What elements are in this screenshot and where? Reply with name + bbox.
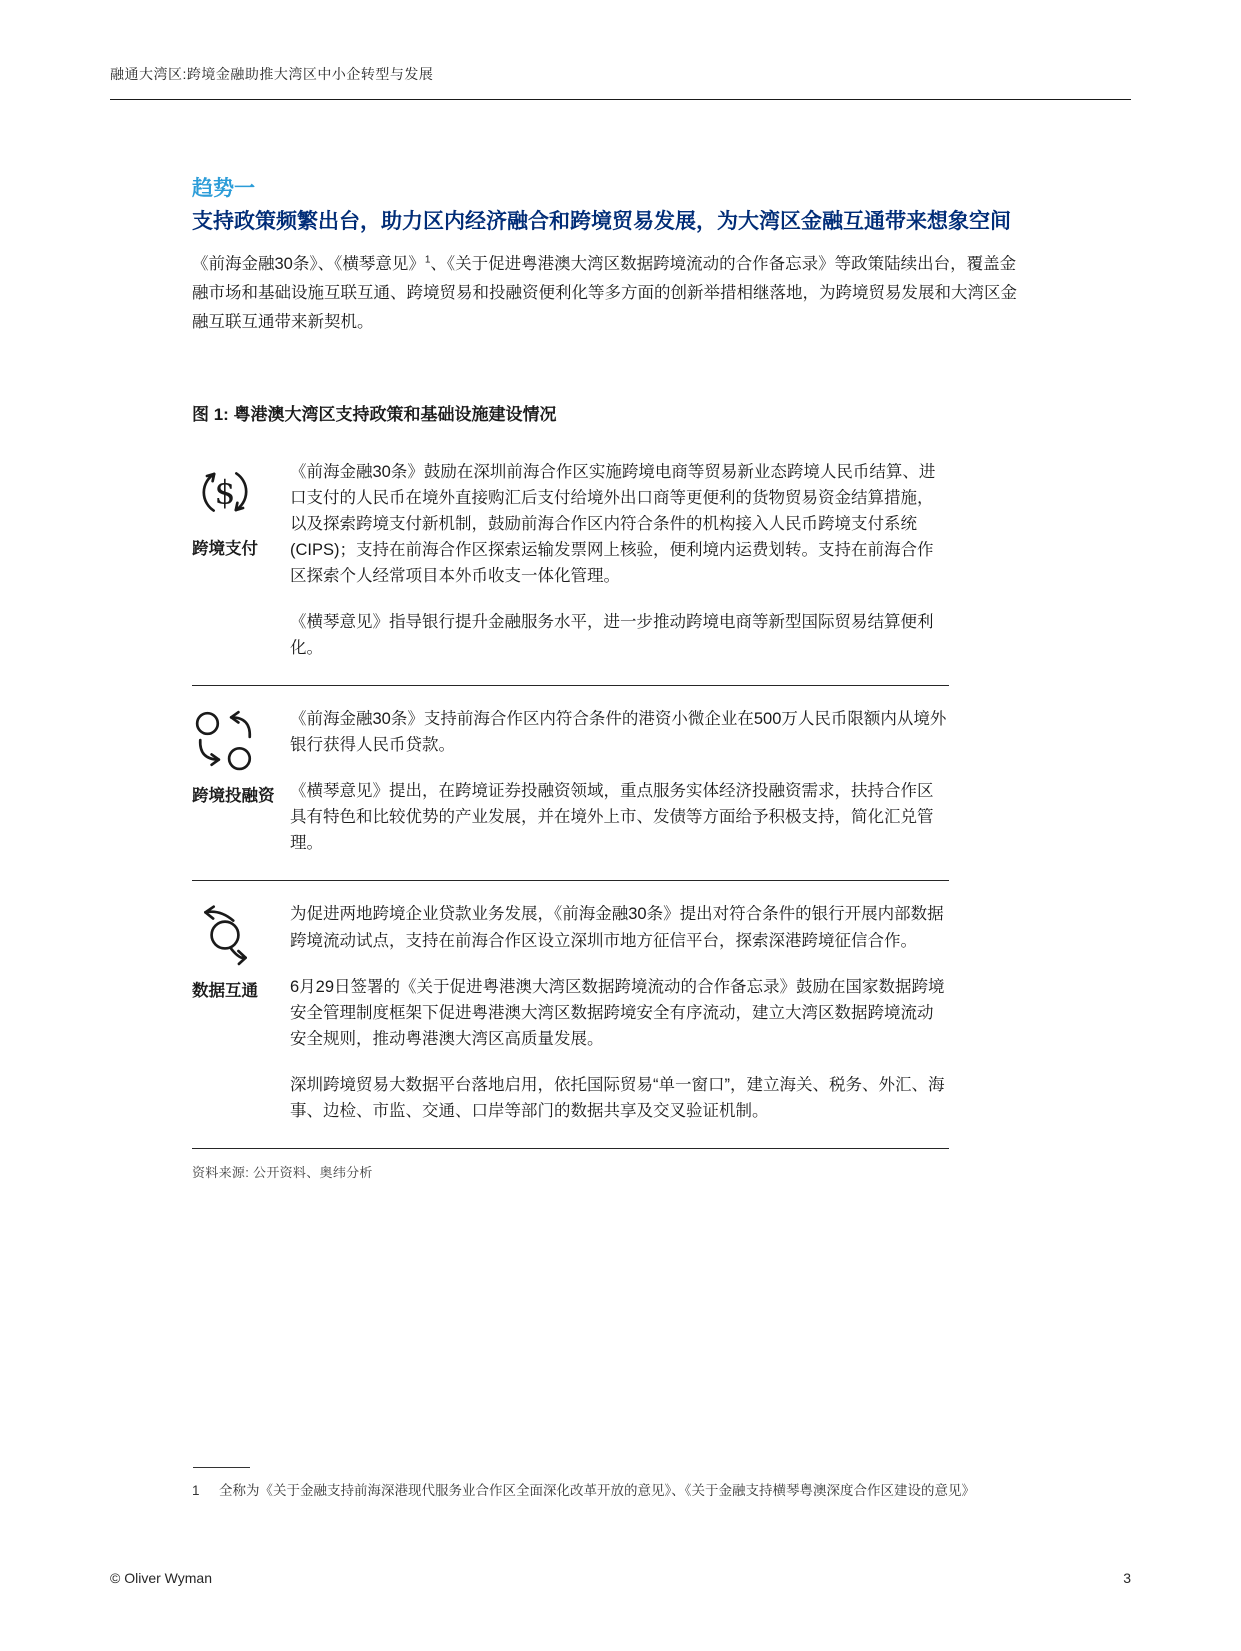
section-paragraph: 深圳跨境贸易大数据平台落地启用，依托国际贸易“单一窗口”，建立海关、税务、外汇、海事、边检、市监、交通、口岸等部门的数据共享及交叉验证机制。 — [290, 1075, 945, 1120]
section-label: 跨境投融资 — [192, 787, 275, 806]
section-label: 数据互通 — [192, 982, 258, 1001]
section-paragraph: 《横琴意见》提出，在跨境证券投融资领域，重点服务实体经济投融资需求，扶持合作区具有特色和比较优势的产业发展，并在境外上市、发债等方面给予积极支持，简化汇兑管理。 — [290, 782, 934, 853]
currency-cycle-icon — [192, 459, 258, 525]
source-line: 资料来源: 公开资料、奥纬分析 — [192, 1164, 373, 1180]
footnote-divider — [193, 1467, 250, 1468]
footnote-number: 1 — [192, 1483, 200, 1498]
section-text — [290, 901, 949, 1123]
section-paragraph: 《前海金融30条》鼓励在深圳前海合作区实施跨境电商等贸易新业态跨境人民币结算、进口支付的人民币在境外直接购汇后支付给境外出口商等更便利的货物贸易资金结算措施，以及探索跨境支付新机制，鼓励前海合作区内符合条件的机构接入人民币跨境支付系统 (CIPS)；支持在前海合作区探索运输发票网上核验，便利境内运费划转。支持在前海合作区探索个人经常项目本外币收支一体化管理。 — [290, 462, 936, 585]
section-text — [290, 459, 949, 661]
exchange-circles-icon — [192, 706, 258, 772]
figure-title: 图 1: 粤港澳大湾区支持政策和基础设施建设情况 — [192, 404, 557, 424]
header-divider — [110, 99, 1131, 100]
intro-text-after-footnote: 、《关于促进粤港澳大湾区数据跨境流动的合作备忘录》等政策陆续出台，覆盖金融市场和基础设施互联互通、跨境贸易和投融资便利化等多方面的创新举措相继落地，为跨境贸易发展和大湾区金融互联互通带来新契机。 — [192, 254, 1017, 332]
trend-title: 支持政策频繁出台，助力区内经济融合和跨境贸易发展，为大湾区金融互通带来想象空间 — [192, 210, 1011, 234]
data-flow-icon — [192, 901, 258, 967]
figure-row-cross-border-financing — [192, 686, 949, 881]
footnote-reference: 1 — [424, 254, 431, 266]
footnote-text: 全称为《关于金融支持前海深港现代服务业合作区全面深化改革开放的意见》、《关于金融支持横琴粤澳深度合作区建设的意见》 — [219, 1483, 975, 1498]
section-paragraph: 《前海金融30条》支持前海合作区内符合条件的港资小微企业在500万人民币限额内从境外银行获得人民币贷款。 — [290, 710, 947, 755]
page-number: 3 — [1123, 1570, 1131, 1586]
section-paragraph: 《横琴意见》指导银行提升金融服务水平，进一步推动跨境电商等新型国际贸易结算便利化。 — [290, 613, 934, 658]
running-header: 融通大湾区:跨境金融助推大湾区中小企转型与发展 — [110, 66, 434, 82]
intro-text-before-footnote: 《前海金融30条》、《横琴意见》 — [192, 254, 425, 273]
figure-1 — [192, 400, 949, 1181]
copyright-text: © Oliver Wyman — [110, 1570, 212, 1586]
svg-text:$: $ — [214, 472, 236, 512]
footnote — [192, 1481, 1012, 1501]
icon-cell — [192, 901, 290, 1123]
figure-row-cross-border-payments — [192, 443, 949, 686]
page-footer — [110, 1570, 1131, 1586]
section-paragraph: 为促进两地跨境企业贷款业务发展，《前海金融30条》提出对符合条件的银行开展内部数据跨境流动试点，支持在前海合作区设立深圳市地方征信平台，探索深港跨境征信合作。 — [290, 905, 944, 950]
section-label: 跨境支付 — [192, 539, 258, 558]
section-paragraph: 6月29日签署的《关于促进粤港澳大湾区数据跨境流动的合作备忘录》鼓励在国家数据跨境安全管理制度框架下促进粤港澳大湾区数据跨境安全有序流动，建立大湾区数据跨境流动安全规则，推动粤港澳大湾区高质量发展。 — [290, 977, 945, 1048]
main-content — [192, 176, 1020, 1181]
section-text — [290, 706, 949, 856]
trend-label: 趋势一 — [192, 177, 255, 200]
icon-cell — [192, 459, 290, 661]
figure-row-data-interconnection — [192, 881, 949, 1148]
icon-cell — [192, 706, 290, 856]
intro-paragraph — [192, 250, 1020, 338]
